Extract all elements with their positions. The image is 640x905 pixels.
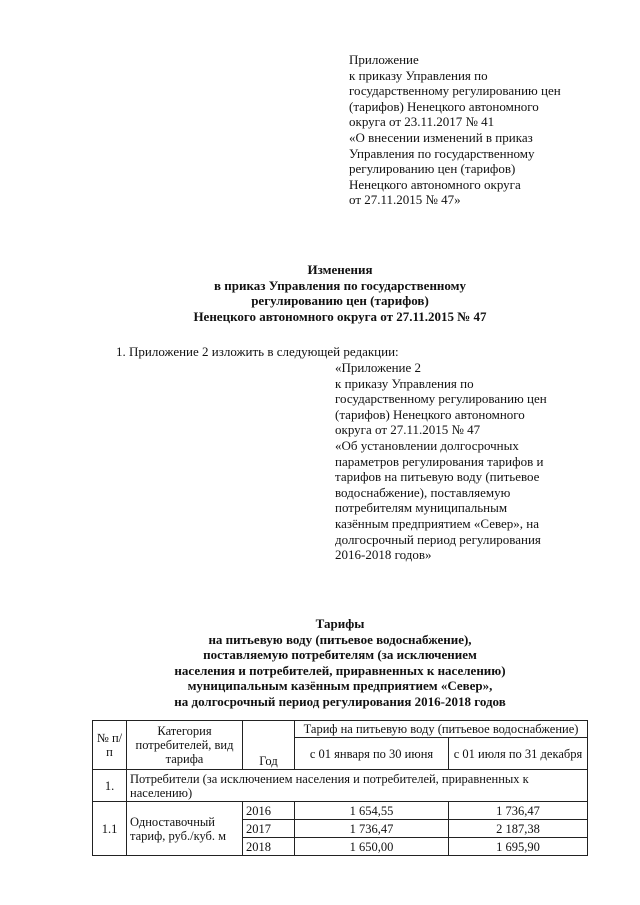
tariffs-heading	[0, 616, 640, 710]
header-num: № п/п	[93, 721, 127, 770]
tariff-cell: 1 736,47	[295, 820, 449, 838]
appendix2-line: долгосрочный период регулирования	[335, 531, 541, 547]
tariff-cell: 2 187,38	[449, 820, 588, 838]
appendix2-line: потребителям муниципальным	[335, 500, 508, 516]
appendix-line: регулированию цен (тарифов)	[349, 161, 516, 177]
heading-line: Изменения	[307, 262, 373, 277]
appendix-line: Ненецкого автономного округа	[349, 176, 521, 192]
appendix2-line: тарифов на питьевую воду (питьевое	[335, 469, 540, 485]
appendix2-line: государственному регулированию цен	[335, 391, 547, 407]
section-num: 1.	[93, 770, 127, 802]
appendix-line: «О внесении изменений в приказ	[349, 129, 533, 145]
year-cell: 2017	[243, 820, 295, 838]
heading-line: на питьевую воду (питьевое водоснабжение),	[208, 631, 472, 647]
header-tariff-group: Тариф на питьевую воду (питьевое водоснабжение)	[295, 721, 588, 738]
appendix2-line: округа от 27.11.2015 № 47	[335, 422, 481, 438]
tariff-cell: 1 650,00	[295, 838, 449, 856]
appendix-line: к приказу Управления по	[349, 67, 488, 83]
header-period-2: с 01 июля по 31 декабря	[449, 738, 588, 770]
appendix2-line: (тарифов) Ненецкого автономного	[335, 406, 525, 422]
tariff-cell: 1 654,55	[295, 802, 449, 820]
tariffs-table	[92, 720, 588, 856]
heading-line: Тарифы	[315, 616, 365, 631]
appendix2-line: «Об установлении долгосрочных	[335, 437, 519, 453]
heading-line: муниципальным казённым предприятием «Север»,	[187, 678, 493, 694]
header-year: Год	[243, 721, 295, 770]
appendix-line: округа от 23.11.2017 № 41	[349, 114, 495, 130]
appendix2-line: водоснабжение), поставляемую	[335, 484, 511, 500]
tariff-cell: 1 695,90	[449, 838, 588, 856]
heading-line: на долгосрочный период регулирования 2016-2018 годов	[174, 693, 506, 709]
appendix2-line: параметров регулирования тарифов и	[335, 453, 544, 469]
header-period-1: с 01 января по 30 июня	[295, 738, 449, 770]
row-category: Одноставочный тариф, руб./куб. м	[127, 802, 243, 856]
appendix2-line: казённым предприятием «Север», на	[335, 515, 540, 531]
appendix2-header	[335, 360, 547, 563]
appendix-header	[349, 52, 561, 208]
appendix2-line: к приказу Управления по	[335, 375, 474, 391]
heading-line: Ненецкого автономного округа от 27.11.2015 № 47	[193, 308, 487, 324]
year-cell: 2016	[243, 802, 295, 820]
item-1-text: 1. Приложение 2 изложить в следующей редакции:	[116, 344, 399, 359]
tariff-cell: 1 736,47	[449, 802, 588, 820]
appendix-line: (тарифов) Ненецкого автономного	[349, 98, 539, 114]
heading-line: в приказ Управления по государственному	[213, 277, 467, 293]
heading-line: поставляемую потребителям (за исключением	[203, 647, 477, 663]
heading-line: населения и потребителей, приравненных к населению)	[174, 662, 506, 678]
appendix-line: Приложение	[349, 52, 419, 67]
appendix-line: от 27.11.2015 № 47»	[349, 192, 461, 208]
appendix2-line: «Приложение 2	[335, 360, 422, 375]
row-num: 1.1	[93, 802, 127, 856]
appendix-line: Управления по государственному	[349, 145, 535, 161]
changes-heading	[0, 262, 640, 324]
table-row	[93, 802, 588, 820]
heading-line: регулированию цен (тарифов)	[251, 293, 429, 309]
header-category: Категория потребителей, вид тарифа	[127, 721, 243, 770]
appendix2-line: 2016-2018 годов»	[335, 547, 432, 563]
appendix-line: государственному регулированию цен	[349, 83, 561, 99]
section-text: Потребители (за исключением населения и потребителей, приравненных к населению)	[127, 770, 588, 802]
year-cell: 2018	[243, 838, 295, 856]
